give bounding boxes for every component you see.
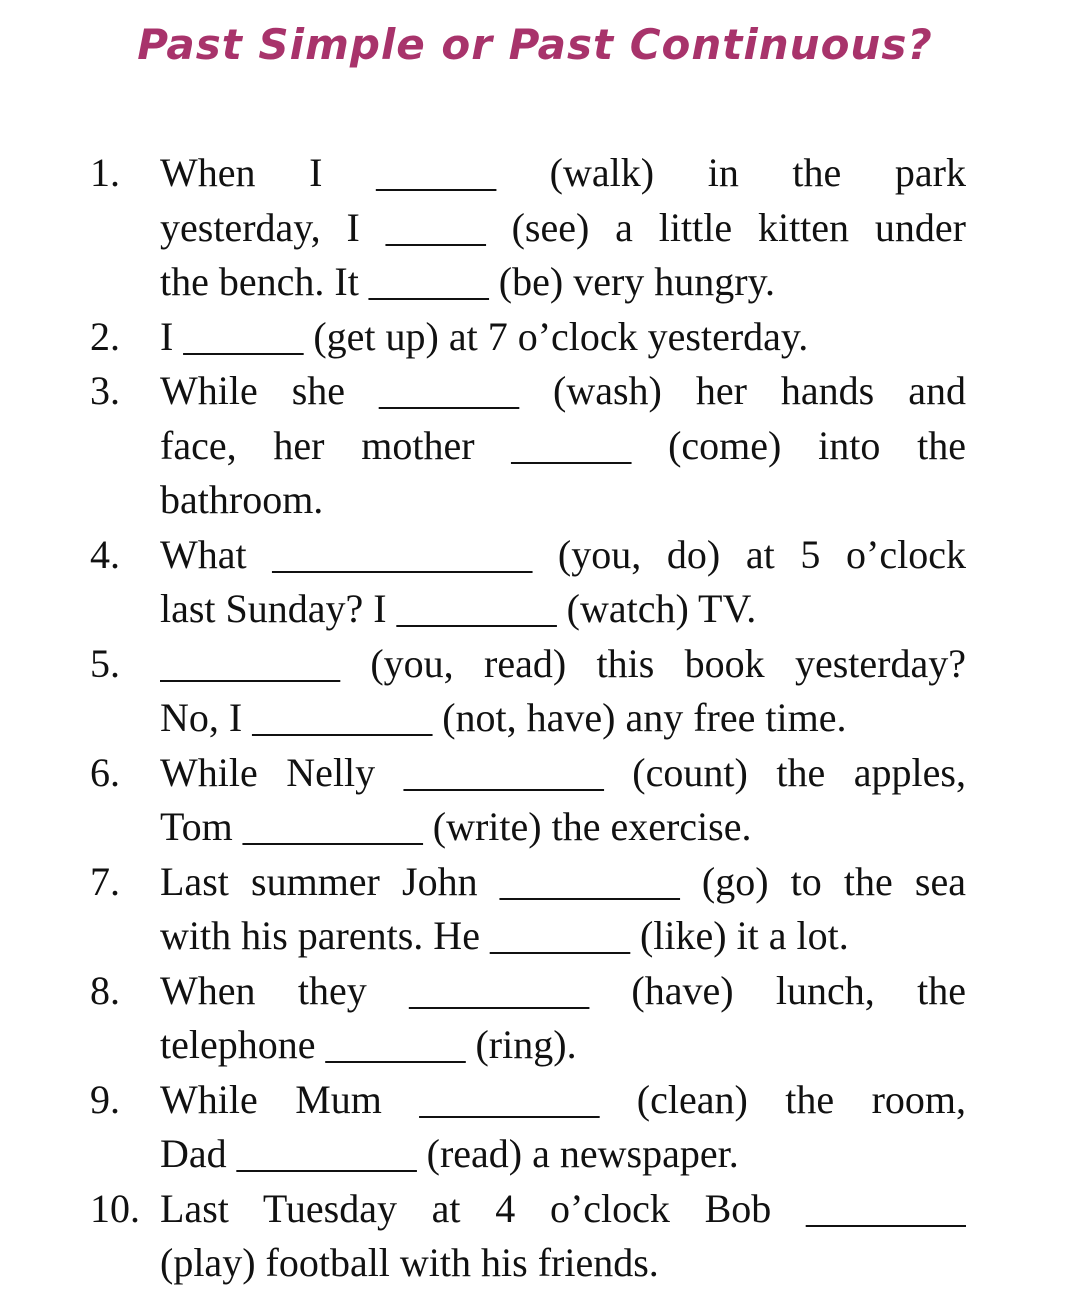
- exercise-line: I ______ (get up) at 7 o’clock yesterday.: [160, 313, 809, 359]
- exercise-number: 8.: [90, 967, 120, 1013]
- exercise-line: yesterday, I _____ (see) a little kitten under: [160, 204, 966, 250]
- exercise-item: [90, 637, 966, 746]
- exercise-line: Dad _________ (read) a newspaper.: [160, 1131, 739, 1176]
- exercise-line: What _____________ (you, do) at 5 o’clock: [160, 531, 966, 577]
- exercise-line: with his parents. He _______ (like) it a lot.: [160, 913, 849, 958]
- exercise-item: [90, 364, 966, 528]
- exercise-line: While Nelly __________ (count) the apples,: [160, 749, 966, 795]
- exercise-item: [90, 146, 966, 310]
- exercise-number: 3.: [90, 368, 120, 413]
- exercise-line: While Mum _________ (clean) the room,: [160, 1076, 966, 1122]
- exercise-line: telephone _______ (ring).: [160, 1022, 577, 1067]
- exercise-line: face, her mother ______ (come) into the: [160, 422, 966, 468]
- exercise-line: bathroom.: [160, 477, 324, 522]
- exercise-number: 1.: [90, 150, 120, 195]
- worksheet-title: Past Simple or Past Continuous?: [137, 20, 933, 69]
- exercise-line: No, I _________ (not, have) any free time.: [160, 695, 847, 740]
- exercise-number: 2.: [90, 313, 120, 359]
- exercise-line: Last summer John _________ (go) to the sea: [160, 858, 966, 904]
- exercise-number: 7.: [90, 858, 120, 904]
- exercise-list: [90, 146, 966, 1291]
- exercise-number: 6.: [90, 749, 120, 795]
- exercise-item: [90, 1182, 966, 1291]
- exercise-item: [90, 1073, 966, 1182]
- exercise-line: While she _______ (wash) her hands and: [160, 368, 966, 413]
- exercise-line: (play) football with his friends.: [160, 1240, 659, 1285]
- exercise-line: last Sunday? I ________ (watch) TV.: [160, 586, 757, 631]
- exercise-item: [90, 855, 966, 964]
- exercise-number: 9.: [90, 1076, 120, 1122]
- exercise-item: [90, 746, 966, 855]
- exercise-item: [90, 964, 966, 1073]
- exercise-line: _________ (you, read) this book yesterday?: [160, 640, 966, 686]
- exercise-line: When I ______ (walk) in the park: [160, 150, 966, 195]
- exercise-line: the bench. It ______ (be) very hungry.: [160, 259, 775, 304]
- exercise-item: [90, 310, 966, 365]
- exercise-item: [90, 528, 966, 637]
- exercise-line: Last Tuesday at 4 o’clock Bob ________: [160, 1185, 966, 1231]
- exercise-line: When they _________ (have) lunch, the: [160, 967, 966, 1013]
- exercise-number: 5.: [90, 640, 120, 686]
- exercise-number: 4.: [90, 531, 120, 577]
- exercise-number: 10.: [90, 1185, 140, 1231]
- exercise-line: Tom _________ (write) the exercise.: [160, 804, 752, 849]
